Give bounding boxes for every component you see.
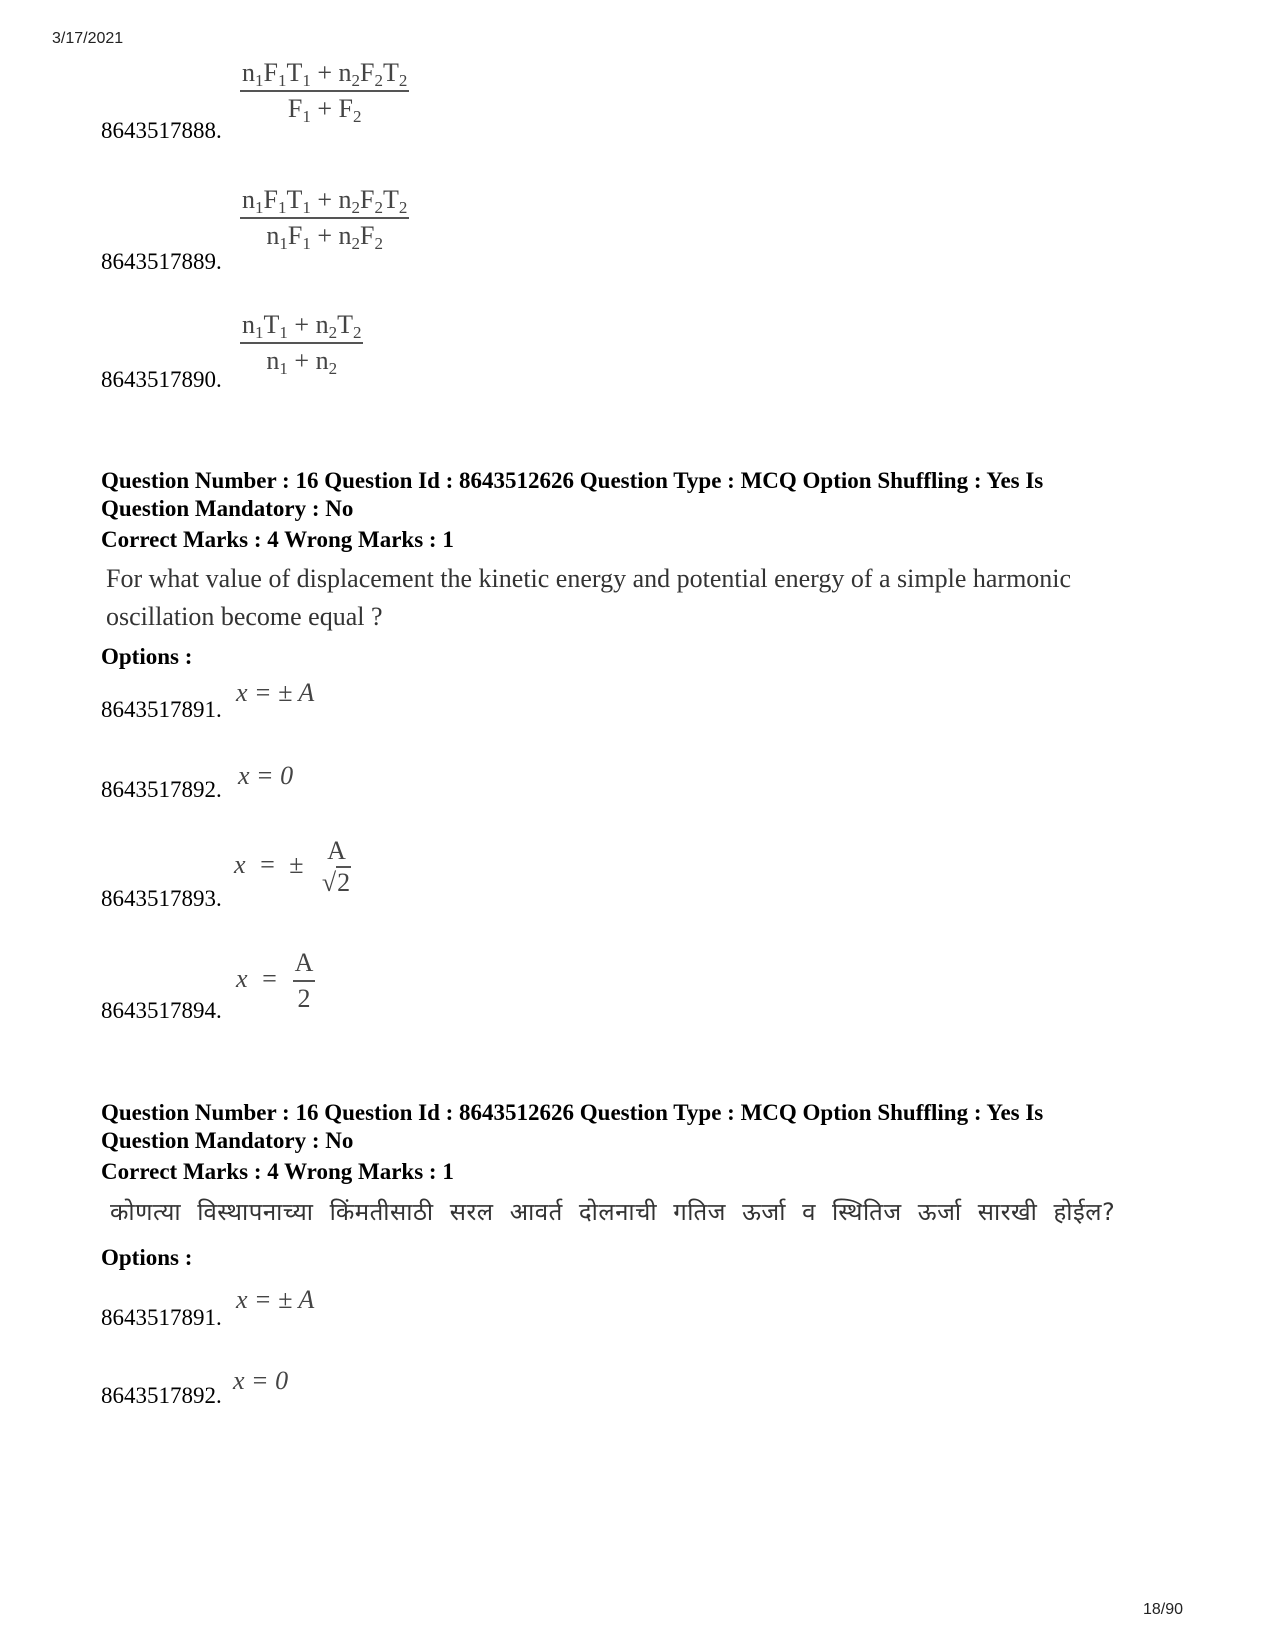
option-formula: $\frac{n_1T_1 + n_2T_2}{n_1 + n_2}$: [242, 310, 362, 378]
option-id: 8643517891.: [101, 1305, 222, 1330]
option-id: 8643517893.: [101, 886, 222, 911]
question-header: Question Number : 16 Question Id : 8643512626 Question Type : MCQ Option Shuffling : Yes Is Question Mandatory : No: [101, 468, 1044, 521]
option-formula: $\frac{n_1F_1T_1 + n_2F_2T_2}{n_1F_1 + n_2F_2}$: [242, 185, 408, 253]
question-text: For what value of displacement the kinetic energy and potential energy of a simple harmonic oscillation become equal ?: [106, 564, 1072, 631]
option-id: 8643517892.: [101, 777, 222, 802]
question-header: Question Number : 16 Question Id : 8643512626 Question Type : MCQ Option Shuffling : Yes Is Question Mandatory : No: [101, 1100, 1044, 1153]
question-text: कोणत्या विस्थापनाच्या किंमतीसाठी सरल आवर्त दोलनाची गतिज ऊर्जा व स्थितिज ऊर्जा सारखी होईल?: [110, 1198, 1116, 1226]
option-formula: x = $\frac{A}{2}$: [236, 948, 314, 1013]
option-id: 8643517891.: [101, 697, 222, 722]
page-date: 3/17/2021: [52, 30, 124, 47]
options-label: Options :: [101, 644, 193, 669]
option-id: 8643517888.: [101, 118, 222, 143]
option-id: 8643517889.: [101, 249, 222, 274]
option-formula: x = ± A √2: [234, 836, 351, 897]
question-marks: Correct Marks : 4 Wrong Marks : 1: [101, 1159, 454, 1184]
option-id: 8643517890.: [101, 367, 222, 392]
option-formula: x = ± A: [236, 678, 315, 707]
option-id: 8643517894.: [101, 998, 222, 1023]
option-formula: x = ± A: [236, 1285, 315, 1314]
option-id: 8643517892.: [101, 1383, 222, 1408]
option-formula: x = 0: [233, 1366, 289, 1395]
option-formula: x = 0: [238, 761, 294, 790]
options-label: Options :: [101, 1245, 193, 1270]
option-formula: $\frac{n_1F_1T_1 + n_2F_2T_2}{F_1 + F_2}$: [242, 58, 408, 126]
question-marks: Correct Marks : 4 Wrong Marks : 1: [101, 527, 454, 552]
page-number: 18/90: [1142, 1601, 1183, 1618]
